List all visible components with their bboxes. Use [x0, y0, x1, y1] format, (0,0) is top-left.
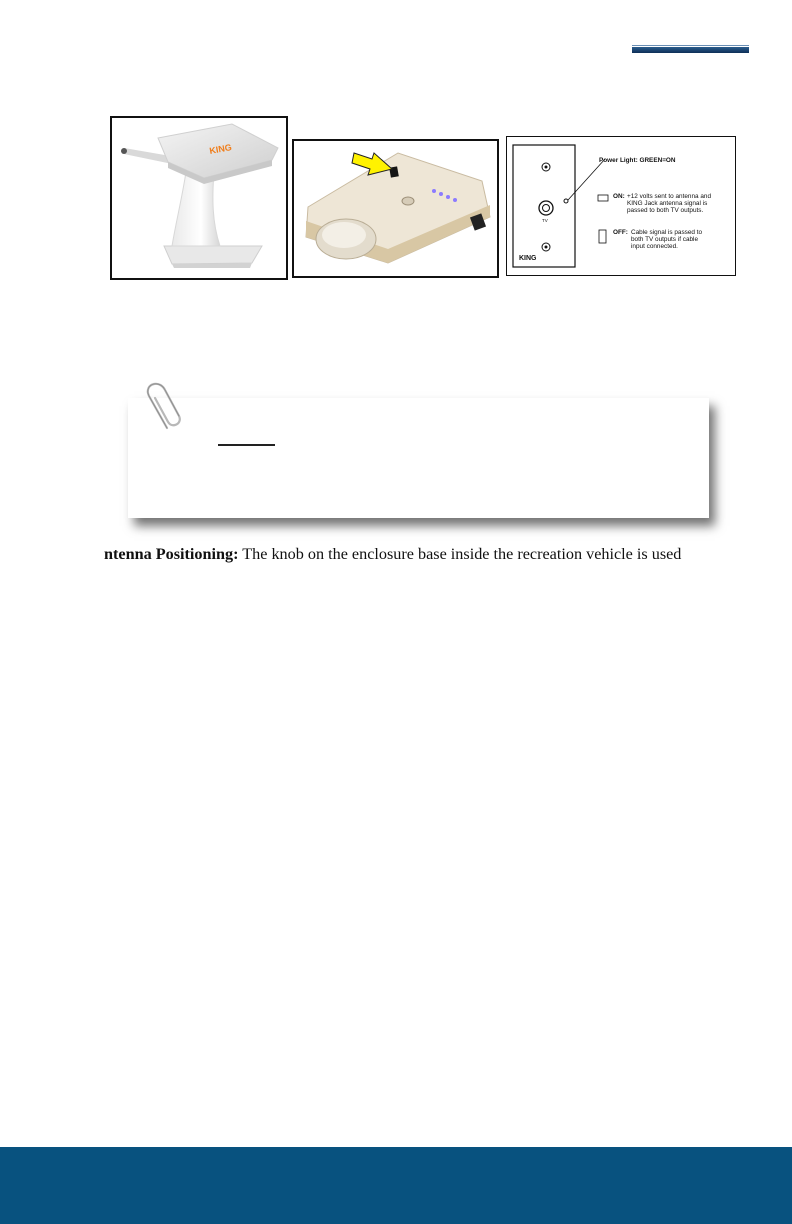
off-label: OFF:	[613, 229, 628, 236]
wall-plate-diagram	[506, 136, 736, 276]
enclosure-illustration	[294, 141, 497, 276]
off-text-2: both TV outputs if cable	[631, 236, 699, 243]
note-underline	[218, 444, 275, 446]
footer-band	[0, 1147, 792, 1224]
off-text-3: input connected.	[631, 243, 678, 250]
plate-brand: KING	[519, 255, 537, 262]
body-text-line	[104, 545, 681, 564]
switch-on-icon	[598, 195, 608, 201]
on-text-3: passed to both TV outputs.	[627, 207, 704, 214]
antenna-photo	[110, 116, 288, 280]
off-text-1: Cable signal is passed to	[631, 229, 703, 236]
section-heading: ntenna Positioning:	[104, 545, 239, 563]
on-text-2: KING Jack antenna signal is	[627, 200, 708, 207]
note-box	[128, 398, 709, 518]
tv-label: TV	[542, 218, 548, 223]
enclosure-photo	[292, 139, 499, 278]
switch-off-icon	[599, 230, 606, 243]
on-label: ON:	[613, 193, 625, 200]
body-text: The knob on the enclosure base inside the recreation vehicle is used	[238, 545, 682, 563]
header-rule	[632, 47, 749, 53]
antenna-logo: KING	[208, 142, 233, 156]
paperclip-icon	[141, 380, 189, 436]
power-light-label: Power Light: GREEN=ON	[599, 157, 676, 164]
antenna-illustration	[112, 118, 286, 278]
header-rule-highlight	[632, 45, 749, 46]
on-text-1: +12 volts sent to antenna and	[627, 193, 712, 200]
